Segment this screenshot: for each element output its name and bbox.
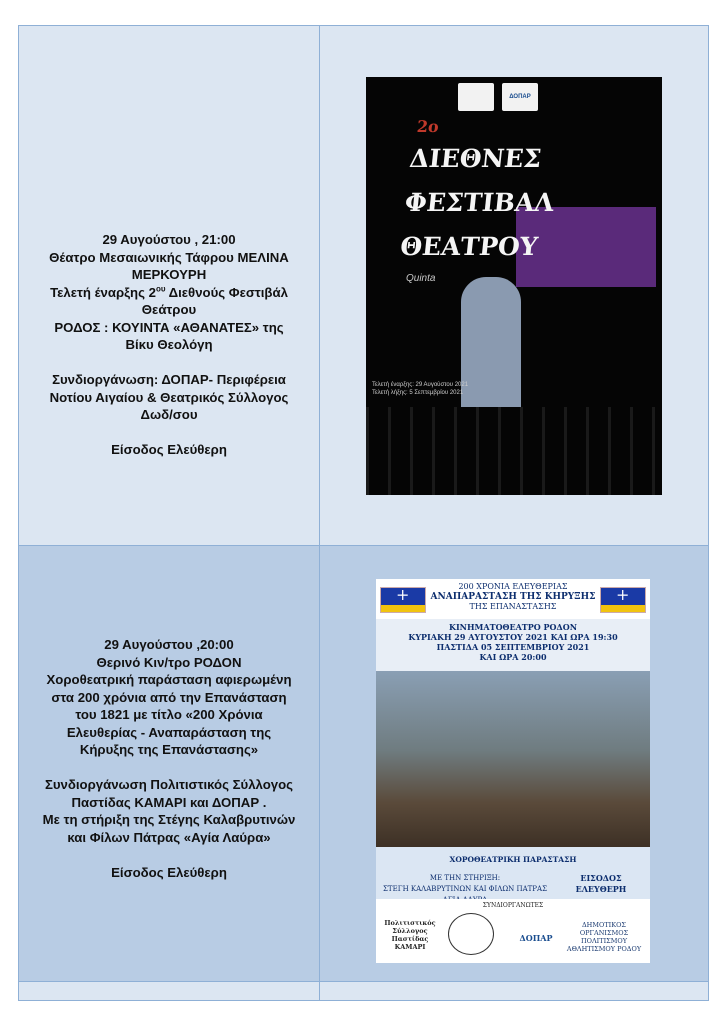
greek-flag-left-icon bbox=[380, 587, 426, 613]
event1-author: Βίκυ Θεολόγη bbox=[125, 337, 213, 352]
table-cell-empty-left bbox=[18, 981, 320, 1001]
poster2-head-1: 200 ΧΡΟΝΙΑ ΕΛΕΥΘΕΡΙΑΣ bbox=[458, 582, 568, 591]
event1-venue: Θέατρο Μεσαιωνικής Τάφρου ΜΕΛΙΝΑ bbox=[49, 249, 289, 265]
poster-dates bbox=[372, 381, 468, 397]
event2-coorg-1: Συνδιοργάνωση Πολιτιστικός Σύλλογος bbox=[44, 777, 294, 792]
quinta-logo: Quinta bbox=[406, 273, 436, 284]
poster2-footer bbox=[376, 899, 650, 963]
greek-flag-right-icon bbox=[600, 587, 646, 613]
poster2-assoc-4: ΚΑΜΑΡΙ bbox=[394, 943, 426, 951]
poster2-entry bbox=[560, 873, 642, 895]
event1-venue-cont: ΜΕΡΚΟΥΡΗ bbox=[131, 267, 207, 282]
poster2-venue: ΚΙΝΗΜΑΤΟΘΕΑΤΡΟ ΡΟΔΟΝ bbox=[448, 622, 578, 632]
poster-date-open: Τελετή έναρξης: 29 Αυγούστου 2021 bbox=[372, 382, 469, 388]
poster-num: 2ο bbox=[415, 117, 440, 136]
poster2-municipal-1: ΔΗΜΟΤΙΚΟΣ ΟΡΓΑΝΙΣΜΟΣ ΠΟΛΙΤΙΣΜΟΥ bbox=[579, 921, 629, 945]
region-logo bbox=[458, 83, 494, 111]
poster2-header bbox=[376, 579, 650, 619]
poster2-support-1: ΜΕ ΤΗΝ ΣΤΗΡΙΞΗ: bbox=[429, 874, 501, 882]
table-cell-empty-right bbox=[319, 981, 709, 1001]
poster2-assoc-3: Παστίδας bbox=[391, 935, 429, 943]
poster-title-2: ΦΕΣΤΙΒΑΛ bbox=[403, 188, 556, 217]
festival-poster-image bbox=[366, 77, 662, 495]
railing bbox=[366, 407, 662, 495]
event1-entry: Είσοδος Ελεύθερη bbox=[111, 442, 227, 457]
event1-coorg-3: Δωδ/σου bbox=[140, 407, 198, 422]
poster2-support-2: ΣΤΕΓΗ ΚΑΛΑΒΡΥΤΙΝΩΝ ΚΑΙ ΦΙΛΩΝ ΠΑΤΡΑΣ bbox=[382, 885, 548, 893]
event1-description bbox=[22, 231, 316, 459]
event1-ceremony-sup: ου bbox=[155, 284, 166, 294]
poster2-entry-2: ΕΛΕΥΘΕΡΗ bbox=[575, 884, 627, 894]
poster2-assoc bbox=[380, 919, 440, 951]
poster2-head-3: ΤΗΣ ΕΠΑΝΑΣΤΑΣΗΣ bbox=[469, 602, 557, 611]
event2-desc-5: Κήρυξης της Επανάστασης» bbox=[79, 742, 259, 757]
poster2-date-2: ΠΑΣΤΙΔΑ 05 ΣΕΠΤΕΜΒΡΙΟΥ 2021 bbox=[436, 642, 590, 652]
revolution-painting bbox=[376, 671, 650, 847]
event2-entry: Είσοδος Ελεύθερη bbox=[111, 864, 227, 880]
event1-coorg-2: Νοτίου Αιγαίου & Θεατρικός Σύλλογος bbox=[49, 389, 289, 405]
event1-date: 29 Αυγούστου , 21:00 bbox=[102, 232, 236, 247]
event2-support-2: και Φίλων Πάτρας «Αγία Λαύρα» bbox=[67, 829, 271, 845]
event1-ceremony-a: Τελετή έναρξης 2 bbox=[50, 284, 156, 300]
event2-desc-1: Χοροθεατρική παράσταση αφιερωμένη bbox=[46, 672, 292, 687]
poster2-date-1: ΚΥΡΙΑΚΗ 29 ΑΥΓΟΥΣΤΟΥ 2021 ΚΑΙ ΩΡΑ 19:30 bbox=[408, 632, 618, 642]
event2-desc-3: του 1821 με τίτλο «200 Χρόνια bbox=[75, 707, 263, 722]
poster2-assoc-1: Πολιτιστικός bbox=[384, 919, 436, 927]
poster2-dopar-logo: ΔΟΠΑΡ bbox=[519, 933, 553, 943]
event1-coorg: Συνδιοργάνωση: ΔΟΠΑΡ- Περιφέρεια bbox=[52, 372, 286, 387]
poster2-coorg: ΣΥΝΔΙΟΡΓΑΝΩΤΕΣ bbox=[482, 902, 544, 909]
association-seal-icon bbox=[448, 913, 494, 955]
poster2-municipal bbox=[562, 921, 646, 953]
poster-date-close: Τελετή λήξης: 5 Σεπτεμβρίου 2021 bbox=[372, 390, 464, 396]
revolution-poster-image bbox=[376, 579, 650, 963]
event2-date: 29 Αυγούστου ,20:00 bbox=[104, 637, 234, 652]
poster2-assoc-2: Σύλλογος bbox=[392, 927, 428, 935]
event2-description bbox=[22, 636, 316, 881]
event1-show: ΡΟΔΟΣ : ΚΟΥΙΝΤΑ «ΑΘΑΝΑΤΕΣ» της bbox=[54, 319, 284, 335]
event2-venue: Θερινό Κιν/τρο ΡΟΔΟΝ bbox=[96, 654, 242, 670]
poster2-head-2: ΑΝΑΠΑΡΑΣΤΑΣΗ ΤΗΣ ΚΗΡΥΞΗΣ bbox=[430, 592, 596, 602]
poster-title-1: ΔΙΕΘΝΕΣ bbox=[408, 144, 543, 173]
event2-support-1: Με τη στήριξη της Στέγης Καλαβρυτινών bbox=[42, 812, 296, 827]
event1-ceremony-b: Διεθνούς Φεστιβάλ bbox=[165, 284, 288, 300]
poster2-entry-1: ΕΙΣΟΔΟΣ bbox=[580, 873, 622, 883]
poster2-time-2: ΚΑΙ ΩΡΑ 20:00 bbox=[479, 652, 547, 662]
poster-title-3: ΘΕΑΤΡΟΥ bbox=[398, 232, 540, 261]
poster2-info bbox=[376, 847, 650, 899]
poster2-schedule bbox=[376, 619, 650, 671]
event1-ceremony bbox=[22, 284, 316, 302]
event1-ceremony-cont: Θεάτρου bbox=[141, 302, 197, 317]
poster-logos bbox=[458, 83, 582, 111]
event2-desc-2: στα 200 χρόνια από την Επανάσταση bbox=[51, 689, 287, 705]
poster2-subtitle: ΧΟΡΟΘΕΑΤΡΙΚΗ ΠΑΡΑΣΤΑΣΗ bbox=[449, 855, 577, 864]
event2-desc-4: Ελευθερίας - Αναπαράσταση της bbox=[66, 724, 272, 740]
dopar-logo: ΔΟΠΑΡ bbox=[502, 83, 538, 111]
event2-coorg-2: Παστίδας ΚΑΜΑΡΙ και ΔΟΠΑΡ . bbox=[71, 794, 267, 810]
poster-title bbox=[398, 117, 563, 269]
poster2-municipal-2: ΑΘΛΗΤΙΣΜΟΥ ΡΟΔΟΥ bbox=[566, 945, 642, 953]
theatre-logo bbox=[546, 83, 582, 111]
